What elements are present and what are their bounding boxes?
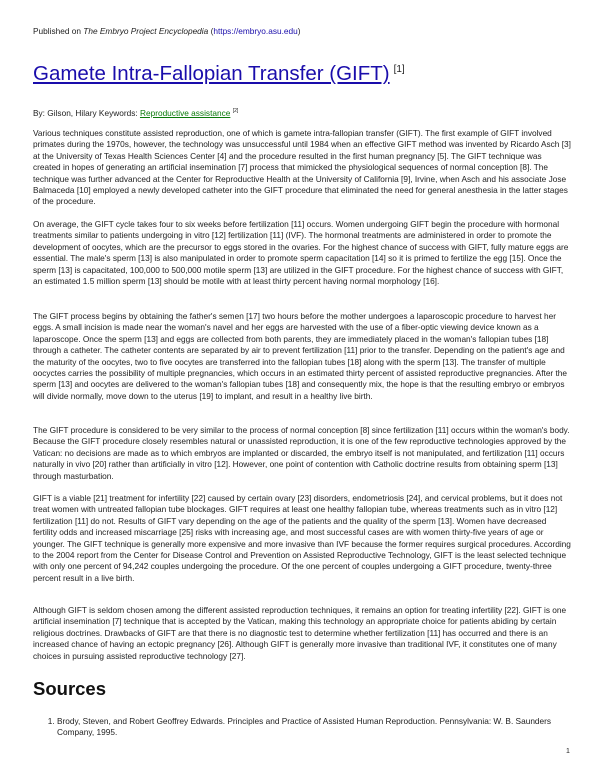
page-title[interactable]: [33, 62, 405, 86]
paragraph-3: The GIFT process begins by obtaining the father's semen [17] two hours before the mother undergoes a laparoscopic procedure to harvest her eggs. A small incision is made near the woman's navel and her eggs are harvested with the use of a fiber-optic viewing device known as a laparoscope. Once the sperm [13] and eggs are collected from both parents, they are immediately placed in the woman's fallopian tubes [18] through a catheter. The catheter contents are separated by air to prevent fertilization [11] prior to the transfer. Depending on the patient's age and the maturity of the oocytes, two to five oocytes are transferred into the fallopian tubes [18] along with the sperm [13]. The transfer of multiple oocyctes carries the possibility of multiple pregnancies, which occurs in an estimated thirty percent of assisted reproductive pregnancies. After the sperm [13] and oocytes are delivered to the woman's fallopian tubes [18] and consequently mix, the hope is that the resulting embryo or embryos will divide normally, move down to the uterus [19] to implant, and result in a healthy live birth.: [33, 311, 568, 401]
paragraph-1: Various techniques constitute assisted reproduction, one of which is gamete intra-fallopian transfer (GIFT). The first example of GIFT involved primates during the 1970s, however, the technology was unsuccessful until 1984 when an effective GIFT method was invented by Ricardo Asch [3] at the University of Texas Health Sciences Center [4] and the procedure resulted in the first human pregnancy [5]. The GIFT technique was created in hopes of generating an artificial insemination [7] process that mimicked the physiological sequences of normal conception [8]. The technique was further advanced at the Center for Reproductive Health at the University of California [9], Irvine, when Asch and his associate Jose Balmaceda [10] employed a newly developed catheter into the GIFT procedure that eliminated the need for general anesthesia in the latter stages of the procedure.: [33, 128, 571, 207]
paragraph-4: The GIFT procedure is considered to be very similar to the process of normal conception [8] since fertilization [11] occurs within the woman's body. Because the GIFT procedure closely resembles natural or unassisted reproduction, it is one of the few reproductive technologies approved by the Vatican: no decisions are made as to which embryos are implanted or discarded, the embryo itself is not manipulated, and fertilization [11] occurs naturally in vivo [20] rather than artificially in vitro [12]. However, one point of contention with Catholic doctrine results from obtaining sperm [13] through masturbation.: [33, 425, 570, 481]
byline-text: By: Gilson, Hilary Keywords:: [33, 108, 140, 118]
source-item: 1. Brody, Steven, and Robert Geoffrey Edwards. Principles and Practice of Assisted Human Reproduction. Pennsylvania: W. B. Saunders Company, 1995.: [57, 716, 577, 739]
paragraph-5: GIFT is a viable [21] treatment for infertility [22] caused by certain ovary [23] disorders, endometriosis [24], and cervical problems, but it does not treat women with untreated fallopian tube blockages. GIFT requires at least one healthy fallopian tube, whereas treatments such as in vitro [12] fertilization [11] do not. Results of GIFT vary depending on the age of the patients and the quality of the sperm [13]. Women have decreased fertility odds and increased miscarriage [25] risks with increasing age, and most successful cases are with women thirty-five years of age or younger. The GIFT technique is generally more expensive and more invasive than IVF because the former requires surgical procedures. According to the 2004 report from the Center for Disease Control and Prevention on Assisted Reproductive Technology, GIFT is the least selected technique with only one percent of 94,242 couples undergoing the procedure. Of the one percent of couples undergoing a GIFT procedure, twenty-three percent result in a live birth.: [33, 493, 571, 583]
sources-heading: Sources: [33, 678, 107, 699]
keyword-ref: [2]: [232, 108, 239, 115]
publication-header: Published on The Embryo Project Encyclopedia (https://embryo.asu.edu): [33, 26, 301, 36]
published-on-label: Published on: [33, 26, 84, 36]
sources-list: [33, 716, 577, 739]
source-link[interactable]: https://embryo.asu.edu: [213, 26, 298, 36]
page-number: 1: [566, 748, 570, 755]
paragraph-2: On average, the GIFT cycle takes four to six weeks before fertilization [11] occurs. Women undergoing GIFT begin the procedure with hormonal treatments similar to patients undergoing in vitro [12] fertilization [11] (IVF). The hormonal treatments are administered in order to promote the development of oocytes, which are the precursor to eggs stored in the ovaries. For the highest chance of success with GIFT, fully mature eggs are essential. The male's sperm [13] is also manipulated in order to promote sperm capacitation [14] so it is primed to fertilize the egg [15]. Once the sperm [13] is capacitated, 100,000 to 500,000 motile sperm [13] are utilized in the GIFT procedure. For the highest chance of success with GIFT, an estimated 1.5 million sperm [13] should be motile with at least thirty percent having normal morphology [16].: [33, 219, 569, 287]
keyword-link[interactable]: Reproductive assistance: [139, 108, 231, 118]
byline: [33, 108, 238, 118]
paragraph-6: Although GIFT is seldom chosen among the different assisted reproduction techniques, it remains an option for treating infertility [22]. GIFT is one artificial insemination [7] technique that is accepted by the Vatican, making this technology an appropriate choice for patients abiding by certain religious doctrines. Drawbacks of GIFT are that there is no diagnostic test to determine whether fertilization [11] has occurred and there is an increased chance of having an ectopic pregnancy [26]. Although GIFT is generally more invasive than traditional IVF, it constitutes one of many choices in pursuing assisted reproductive technology [27].: [33, 605, 567, 661]
title-text[interactable]: Gamete Intra-Fallopian Transfer (GIFT): [33, 62, 390, 85]
title-ref: [1]: [393, 64, 405, 76]
source-name: The Embryo Project Encyclopedia: [83, 26, 209, 36]
